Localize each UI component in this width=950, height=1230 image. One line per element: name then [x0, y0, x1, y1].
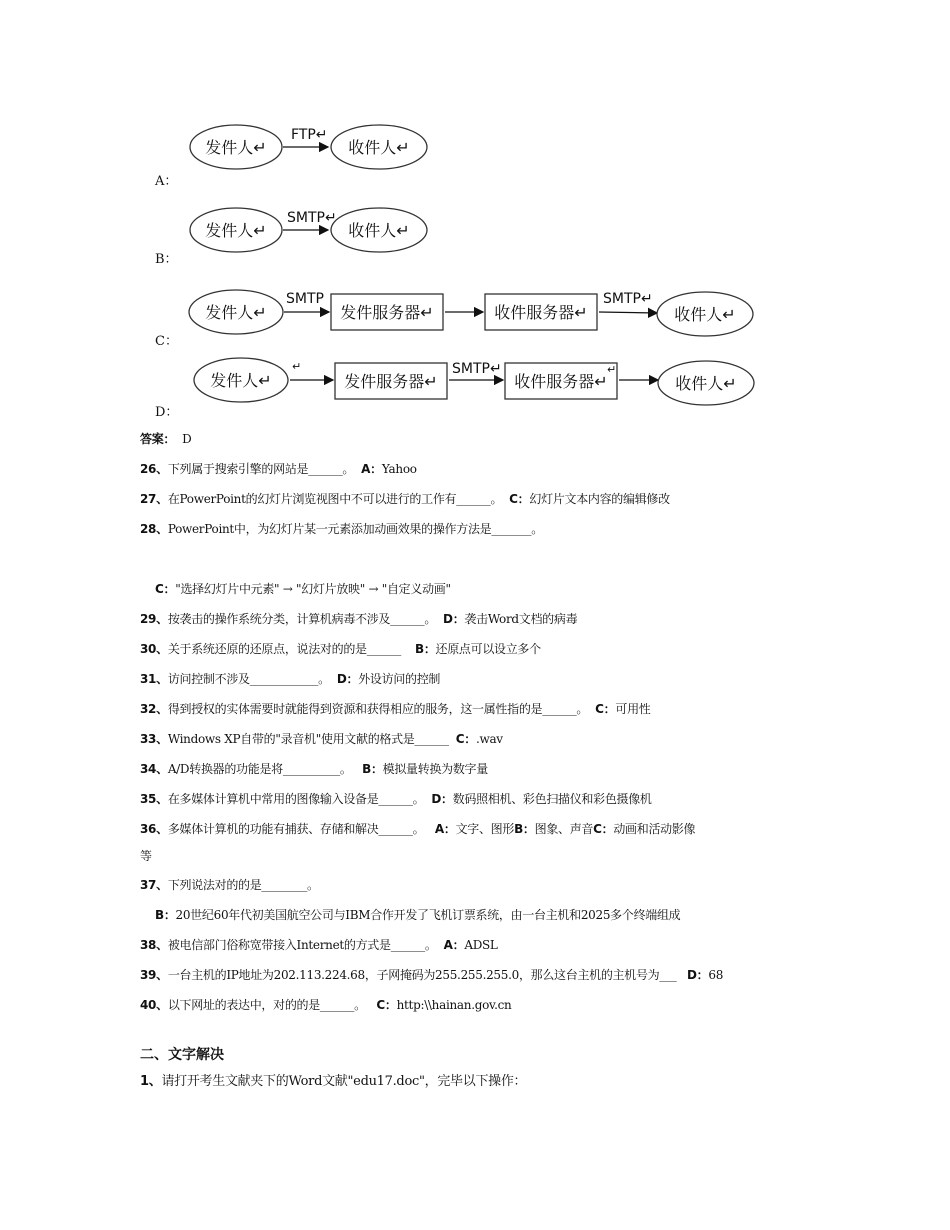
- protocol-label-1: SMTP: [286, 291, 324, 307]
- answer-line: [140, 431, 191, 447]
- question-28-answer: C："选择幻灯片中元素" → "幻灯片放映" → "自定义动画": [155, 582, 451, 596]
- diagram-c: [185, 282, 760, 342]
- question-35: 35、在多媒体计算机中常用的图像输入设备是______。 D：数码照相机、彩色扫描仪和彩色摄像机: [140, 792, 652, 806]
- diagram-a: [185, 118, 435, 174]
- recv-server-label: 收件服务器↵: [494, 303, 588, 322]
- arrow-3: [599, 312, 657, 313]
- question-40: 40、以下网址的表达中，对的的是______。 C：http:\\hainan.gov.cn: [140, 998, 512, 1012]
- question-28: 28、PowerPoint中，为幻灯片某一元素添加动画效果的操作方法是_______。: [140, 522, 543, 536]
- option-b-label: B：: [155, 252, 178, 267]
- option-d-label: D：: [155, 405, 179, 420]
- question-32: 32、得到授权的实体需要时就能得到资源和获得相应的服务，这一属性指的是______。 C：可用性: [140, 702, 651, 716]
- sender-label: 发件人↵: [205, 221, 267, 240]
- mark-1: ↵: [292, 360, 302, 373]
- receiver-label: 收件人↵: [348, 221, 410, 240]
- diagram-b: [185, 201, 435, 257]
- send-server-label: 发件服务器↵: [340, 303, 434, 322]
- question-33: 33、Windows XP自带的"录音机"使用文献的格式是______ C：.wav: [140, 732, 503, 746]
- question-37: 37、下列说法对的的是________。: [140, 878, 319, 892]
- question-29: 29、按袭击的操作系统分类，计算机病毒不涉及______。 D：袭击Word文档的病毒: [140, 612, 578, 626]
- protocol-label: SMTP↵: [287, 210, 337, 226]
- section-title: 二、文字解决: [140, 1047, 224, 1063]
- diagram-d: [188, 355, 763, 411]
- sender-label: 发件人↵: [205, 138, 267, 157]
- sender-label: 发件人↵: [205, 303, 267, 322]
- answer-label: 答案：: [140, 432, 176, 446]
- question-36-wrap: 等: [140, 849, 152, 863]
- question-37-answer: B：20世纪60年代初美国航空公司与IBM合作开发了飞机订票系统，由一台主机和2025多个终端组成: [155, 908, 681, 922]
- question-36: 36、多媒体计算机的功能有捕获、存储和解决______。 A：文字、图形B：图象、声音C：动画和活动影像: [140, 822, 696, 836]
- option-c-label: C：: [155, 334, 178, 349]
- protocol-label: FTP↵: [291, 127, 328, 143]
- option-a-label: A：: [155, 174, 178, 189]
- receiver-label: 收件人↵: [348, 138, 410, 157]
- question-31: 31、访问控制不涉及____________。 D：外设访问的控制: [140, 672, 441, 686]
- question-27: 27、在PowerPoint的幻灯片浏览视图中不可以进行的工作有______。 C：幻灯片文本内容的编辑修改: [140, 492, 670, 506]
- question-39: 39、一台主机的IP地址为202.113.224.68，子网掩码为255.255.255.0，那么这台主机的主机号为___ D：68: [140, 968, 724, 982]
- question-26: 26、下列属于搜索引擎的网站是______。 A：Yahoo: [140, 462, 417, 476]
- item-1: 1、请打开考生文献夹下的Word文献"edu17.doc"，完毕以下操作：: [140, 1074, 527, 1089]
- protocol-label: SMTP↵: [452, 361, 502, 377]
- question-38: 38、被电信部门俗称宽带接入Internet的方式是______。 A：ADSL: [140, 938, 498, 952]
- send-server-label: 发件服务器↵: [344, 372, 438, 391]
- sender-label: 发件人↵: [210, 371, 272, 390]
- protocol-label-2: SMTP↵: [603, 291, 653, 307]
- answer-value: D: [182, 432, 192, 446]
- recv-server-label: 收件服务器↵: [514, 372, 608, 391]
- mark-2: ↵: [607, 363, 617, 376]
- question-30: 30、关于系统还原的还原点，说法对的的是______ B：还原点可以设立多个: [140, 642, 541, 656]
- question-34: 34、A/D转换器的功能是将__________。 B：模拟量转换为数字量: [140, 762, 488, 776]
- receiver-label: 收件人↵: [674, 305, 736, 324]
- receiver-label: 收件人↵: [675, 374, 737, 393]
